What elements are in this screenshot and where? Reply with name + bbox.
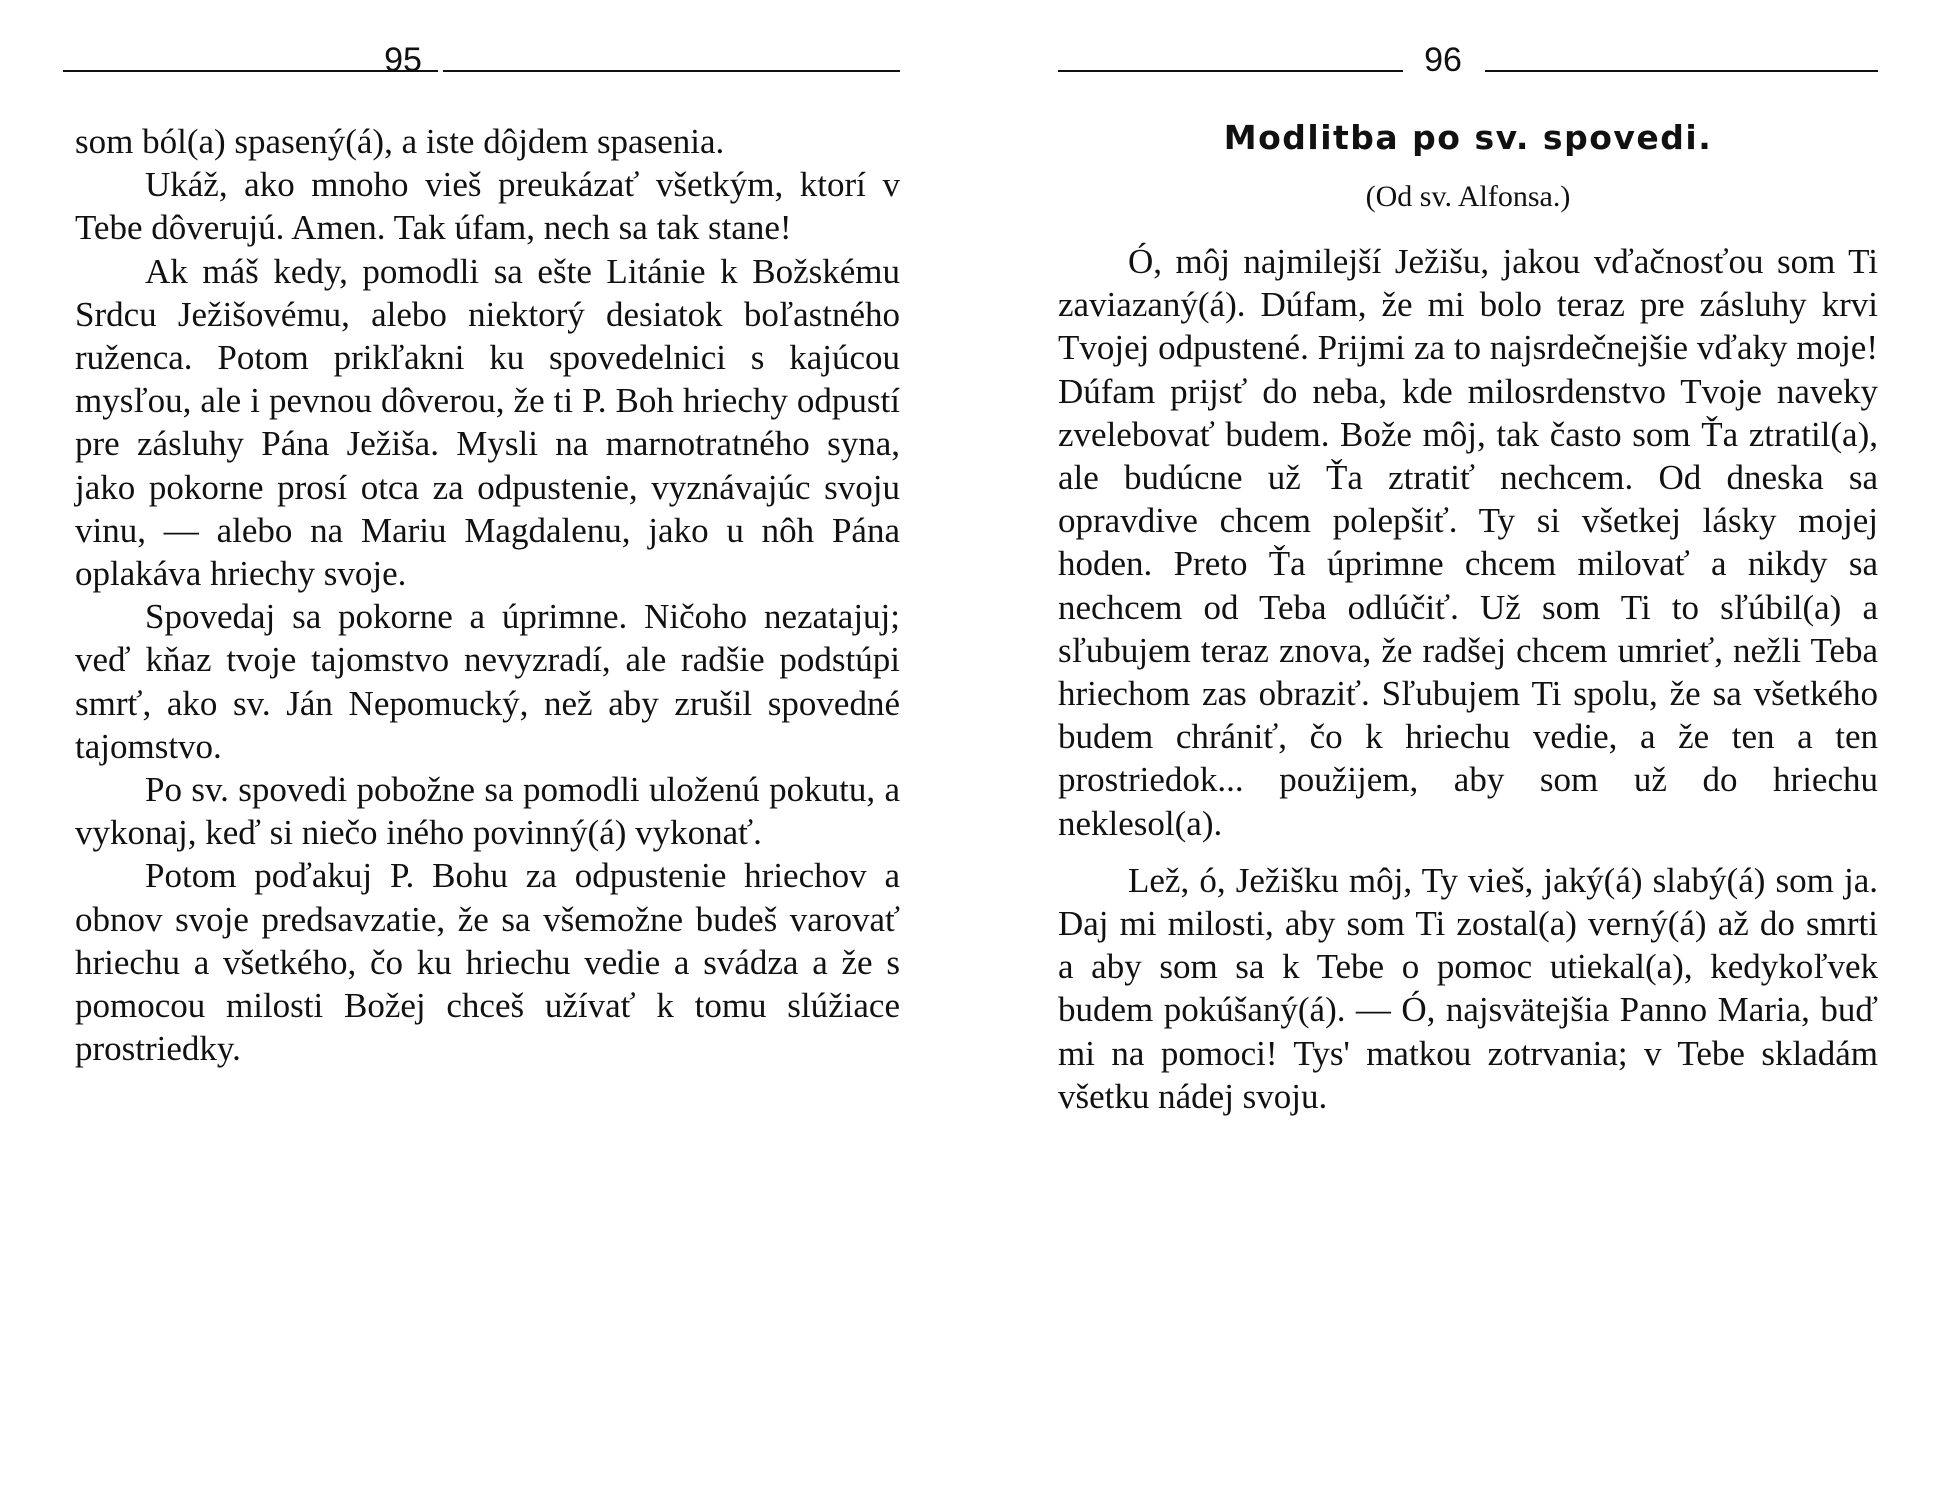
header-rule-left [1058, 70, 1403, 72]
paragraph: Po sv. spovedi pobožne sa pomodli uloženú pokutu, a vykonaj, keď si niečo iného povinný(á) vykonať. [75, 770, 900, 853]
paragraph: som ból(a) spasený(á), a iste dôjdem spasenia. [75, 122, 725, 161]
paragraph: Ak máš kedy, pomodli sa ešte Litánie k Božskému Srdcu Ježišovému, alebo niektorý desiatok boľastného ruženca. Potom prikľakni ku spovedelnici s kajúcou mysľou, ale i pevnou dôverou, že ti P. Boh hriechy odpustí pre zásluhy Pána Ježiša. Mysli na marnotratného syna, jako pokorne prosí otca za odpustenie, vyznávajúc svoju vinu, — alebo na Mariu Magdalenu, jako u nôh Pána oplakáva hriechy svoje. [75, 251, 900, 594]
paragraph: Potom poďakuj P. Bohu za odpustenie hriechov a obnov svoje predsavzatie, že sa všemožne budeš varovať hriechu a všetkého, čo ku hriechu vedie a svádza a že s pomocou milosti Božej chceš užívať k tomu slúžiace prostriedky. [75, 856, 900, 1069]
paragraph: Spovedaj sa pokorne a úprimne. Ničoho nezatajuj; veď kňaz tvoje tajomstvo nevyzradí, ale radšie podstúpi smrť, ako sv. Ján Nepomucký, než aby zrušil spovedné tajomstvo. [75, 597, 900, 766]
left-page-body [75, 120, 900, 1070]
page-number: 95 [384, 41, 422, 79]
paragraph: Ó, môj najmilejší Ježišu, jakou vďačnosťou som Ti zaviazaný(á). Dúfam, že mi bolo teraz pre zásluhy krvi Tvojej odpustené. Prijmi za to najsrdečnejšie vďaky moje! Dúfam prijsť do neba, kde milosrdenstvo Tvoje naveky zvelebovať budem. Bože môj, tak často som Ťa ztratil(a), ale budúcne už Ťa ztratiť nechcem. Od dneska sa opravdive chcem polepšiť. Ty si všetkej lásky mojej hoden. Preto Ťa úprimne chcem milovať a nikdy sa nechcem od Teba odlúčiť. Už som Ti to sľúbil(a) a sľubujem teraz znova, že radšej chcem umrieť, nežli Teba hriechom zas obraziť. Sľubujem Ti spolu, že sa všetkého budem chrániť, čo k hriechu vedie, a že ten a ten prostriedok... použijem, aby som už do hriechu neklesol(a). [1058, 242, 1878, 843]
section-subtitle: (Od sv. Alfonsa.) [1365, 180, 1571, 213]
right-page-body [1058, 240, 1878, 1118]
paragraph: Ukáž, ako mnoho vieš preukázať všetkým, ktorí v Tebe dôverujú. Amen. Tak úfam, nech sa tak stane! [75, 165, 900, 248]
header-rule-right [1485, 70, 1878, 72]
section-title: Modlitba po sv. spovedi. [1223, 118, 1713, 157]
paragraph: Lež, ó, Ježišku môj, Ty vieš, jaký(á) slabý(á) som ja. Daj mi milosti, aby som Ti zostal(a) verný(á) až do smrti a aby som sa k Tebe o pomoc utiekal(a), kedykoľvek budem pokúšaný(á). — Ó, najsvätejšia Panno Maria, buď mi na pomoci! Tys' matkou zotrvania; v Tebe skladám všetku nádej svoju. [1058, 860, 1878, 1116]
page-number: 96 [1424, 41, 1462, 79]
header-rule-right [443, 70, 900, 72]
left-page-header [75, 40, 900, 80]
right-page-header [1058, 40, 1878, 80]
